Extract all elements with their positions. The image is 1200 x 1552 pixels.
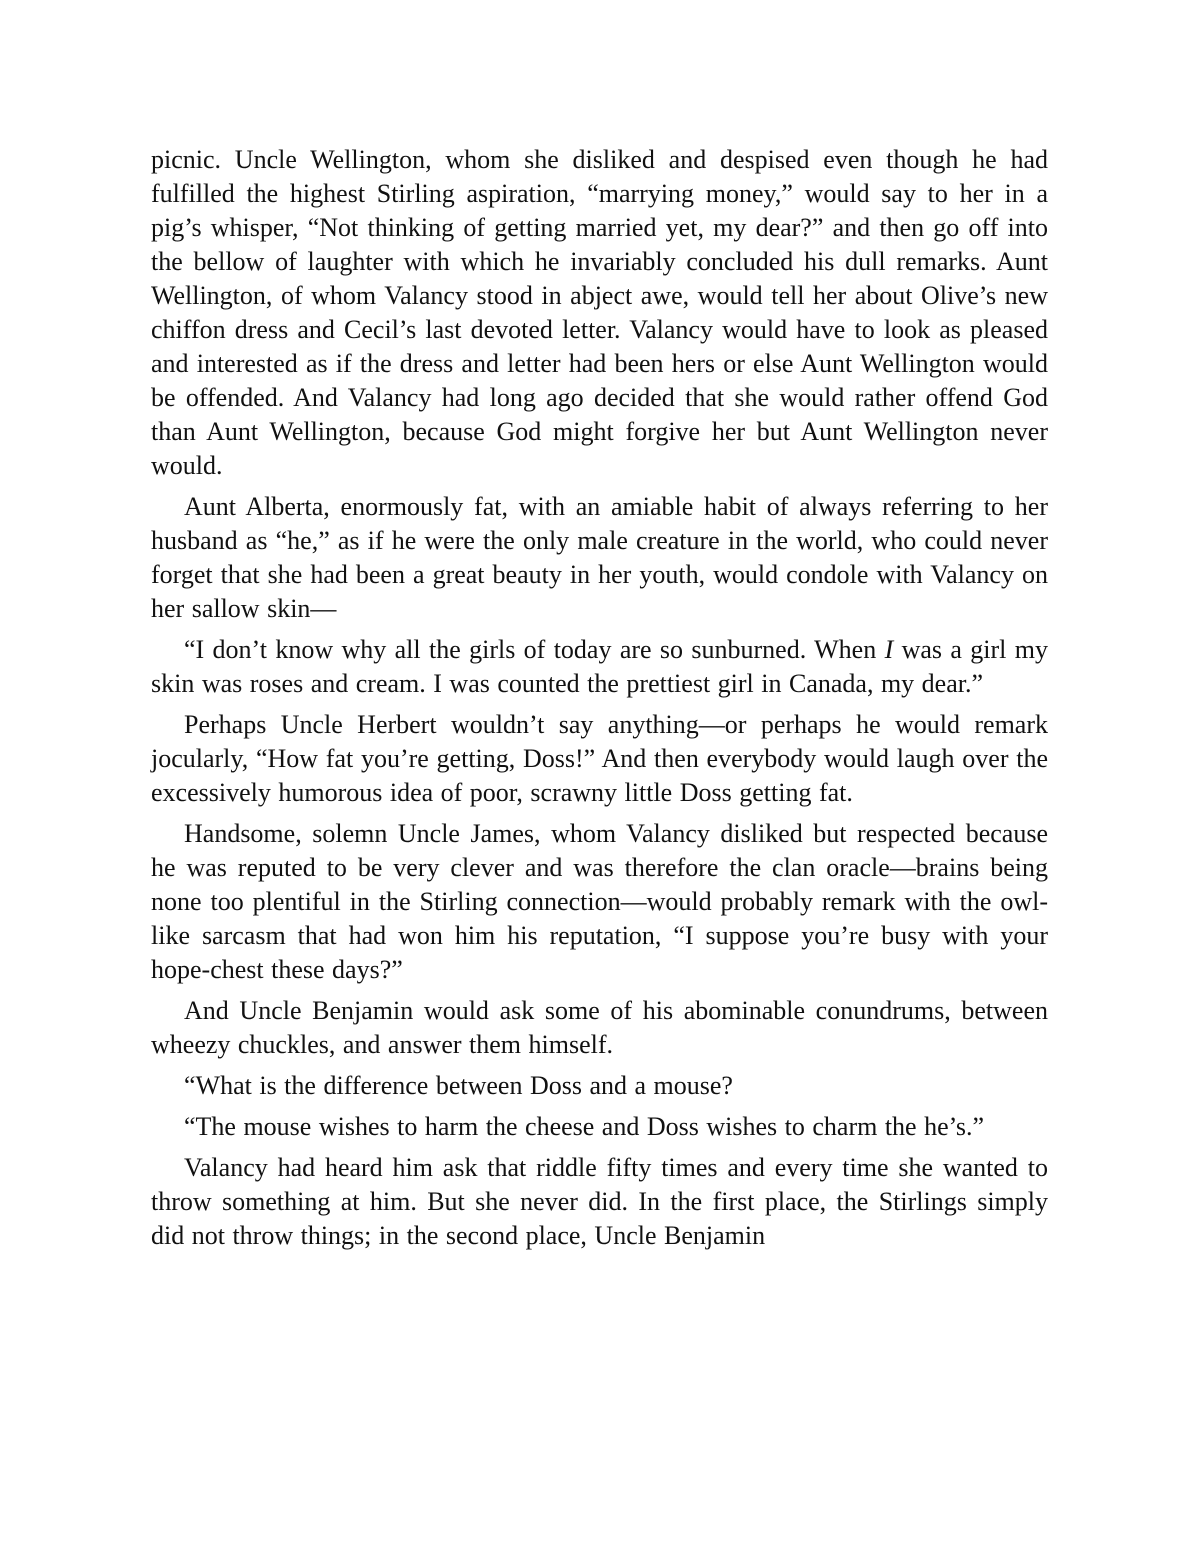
paragraph-2: Aunt Alberta, enormously fat, with an amiable habit of always referring to her husband as “he,” as if he were the only male creature in the world, who could never forget that she had been a great beauty in her youth, would condole with Valancy on her sallow skin— [151, 492, 1048, 623]
paragraph-4: Perhaps Uncle Herbert wouldn’t say anything—or perhaps he would remark jocularly, “How fat you’re getting, Doss!” And then everybody would laugh over the excessively humorous idea of poor, scrawny little Doss getting fat. [151, 710, 1048, 807]
paragraph-7: “What is the difference between Doss and a mouse? [184, 1071, 733, 1100]
paragraph-9: Valancy had heard him ask that riddle fifty times and every time she wanted to throw something at him. But she never did. In the first place, the Stirlings simply did not throw things; in the second place, Uncle Benjamin [151, 1153, 1048, 1250]
paragraph-8: “The mouse wishes to harm the cheese and Doss wishes to charm the he’s.” [184, 1112, 985, 1141]
text-block [151, 143, 1048, 1253]
paragraph-1: picnic. Uncle Wellington, whom she disliked and despised even though he had fulfilled the highest Stirling aspiration, “marrying money,” would say to her in a pig’s whisper, “Not thinking of getting married yet, my dear?” and then go off into the bellow of laughter with which he invariably concluded his dull remarks. Aunt Wellington, of whom Valancy stood in abject awe, would tell her about Olive’s new chiffon dress and Cecil’s last devoted letter. Valancy would have to look as pleased and interested as if the dress and letter had been hers or else Aunt Wellington would be offended. And Valancy had long ago decided that she would rather offend God than Aunt Wellington, because God might forgive her but Aunt Wellington never would. [151, 145, 1048, 480]
paragraph-6: And Uncle Benjamin would ask some of his abominable conundrums, between wheezy chuckles, and answer them himself. [151, 996, 1048, 1059]
paragraph-3-segment-before-italic: “I don’t know why all the girls of today are so sunburned. When [184, 635, 885, 664]
paragraph-3 [151, 633, 1048, 701]
paragraph-3-segment-after-italic: was a girl my skin was roses and cream. I was counted the prettiest girl in Canada, my dear.” [151, 635, 1048, 698]
paragraph-5: Handsome, solemn Uncle James, whom Valancy disliked but respected because he was reputed to be very clever and was therefore the clan oracle—brains being none too plentiful in the Stirling connection—would probably remark with the owl-like sarcasm that had won him his reputation, “I suppose you’re busy with your hope-chest these days?” [151, 819, 1048, 984]
paragraph-3-italic-word: I [884, 635, 894, 664]
